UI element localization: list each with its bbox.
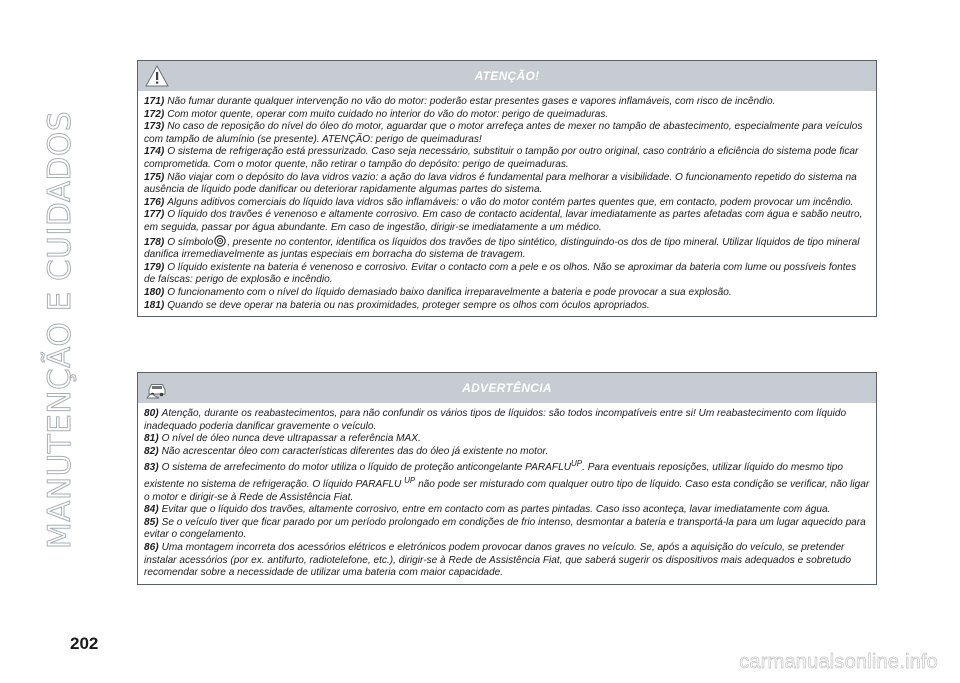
note-175: 175) Não viajar com o depósito do lava vidros vazio: a ação do lava vidros é fundamental para melhorar a visibilidade. O funcionamento repetido do sistema na ausência de líquido pode danificar ou deteriorar rapidamente algumas partes do sistema. [144, 171, 857, 196]
warning-notes [138, 403, 876, 584]
attention-panel-header [138, 61, 876, 91]
warning-triangle-icon [145, 64, 169, 88]
note-171: 171) Não fumar durante qualquer intervenção no vão do motor: poderão estar presentes gases e vapores inflamáveis, com risco de incêndio. [144, 96, 776, 107]
note-82: 82) Não acrescentar óleo com características diferentes das do óleo já existente no motor. [144, 445, 549, 457]
attention-title: ATENÇÃO! [474, 69, 540, 83]
note-180: 180) O funcionamento com o nível do líquido demasiado baixo danifica irreparavelmente a bateria e pode provocar a sua explosão. [144, 286, 732, 298]
note-179: 179) O líquido existente na bateria é venenoso e corrosivo. Evitar o contacto com a pele e os olhos. Não se aproximar da bateria com lume ou possíveis fontes de faíscas: perigo de explosão e incêndio. [144, 261, 857, 286]
car-hand-icon [145, 376, 169, 400]
note-181: 181) Quando se deve operar na bateria ou nas proximidades, proteger sempre os olhos com óculos apropriados. [144, 299, 650, 311]
warning-panel [137, 372, 877, 585]
note-84: 84) Evitar que o líquido dos travões, altamente corrosivo, entre em contacto com as partes pintadas. Caso isso aconteça, lavar imediatamente com água. [144, 504, 831, 516]
note-174: 174) O sistema de refrigeração está pressurizado. Caso seja necessário, substituir o tampão por outro original, caso contrário a eficiência do sistema pode ficar comprometida. Com o motor quente, não retirar o tampão do depósito: perigo de queimaduras. [144, 146, 859, 170]
note-178: 178) O símbolo , presente no contentor, identifica os líquidos dos travões de tipo sintético, distinguindo-os dos de tipo mineral. Utilizar líquidos de tipo mineral danifica irremediavelmente as juntas especiais em borracha do sistema de travagem. [144, 236, 860, 261]
note-85: 85) Se o veículo tiver que ficar parado por um período prolongado em condições de frio intenso, desmontar a bateria e transportá-la para um lugar aquecido para evitar o congelamento. [144, 516, 866, 541]
note-173: 173) No caso de reposição do nível do óleo do motor, aguardar que o motor arrefeça antes de mexer no tampão de abastecimento, especialmente para veículos com tampão de alumínio (se presente). ATENÇÃO: perigo de queimaduras! [144, 121, 863, 145]
attention-panel [137, 60, 877, 317]
section-side-title: MANUTENÇÃO E CUIDADOS [42, 110, 78, 550]
note-86: 86) Uma montagem incorreta dos acessórios elétricos e eletrónicos podem provocar danos graves no veículo. Se, após a aquisição do veículo, se pretender instalar acessórios (por ex. antifurto, radiotelefone, etc.), dirigir-se à Rede de Assistência Fiat, que saberá sugerir os dispositivos mais adequados e sobretudo recomendar sobre a necessidade de utilizar uma bateria com maior capacidade. [144, 541, 851, 579]
brake-fluid-symbol-icon [214, 235, 226, 247]
note-80: 80) Atenção, durante os reabastecimentos, para não confundir os vários tipos de líquidos: são todos incompatíveis entre si! Um reabastecimento com líquido inadequado poderia danificar gravemente o veículo. [144, 408, 847, 432]
watermark: carmanualsonline.info [739, 651, 938, 673]
note-81: 81) O nível de óleo nunca deve ultrapassar a referência MAX. [144, 433, 421, 445]
note-83: 83) O sistema de arrefecimento do motor utiliza o líquido de proteção anticongelante $PARAFLU^{UP}$. Para eventuais reposições, utilizar líquido do mesmo tipo existente no sistema de refrigeração. O líquido PARAFLU $^{UP}$ não pode ser misturado com qualquer outro tipo de líquido. Caso esta condição se verificar, não ligar o motor e dirigir-se à Rede de Assistência Fiat. [144, 459, 870, 503]
note-176: 176) Alguns aditivos comerciais do líquido lava vidros são inflamáveis: o vão do motor contém partes quentes que, em contacto, podem provocar um incêndio. [144, 196, 854, 208]
page-number: 202 [70, 634, 99, 653]
warning-title: ADVERTÊNCIA [462, 381, 552, 395]
attention-notes [138, 91, 876, 316]
warning-panel-header [138, 373, 876, 403]
note-177: 177) O líquido dos travões é venenoso e altamente corrosivo. Em caso de contacto acidental, lavar imediatamente as partes afetadas com água e sabão neutro, em seguida, passar por água abundante. Em caso de ingestão, dirigir-se imediatamente a um médico. [144, 209, 863, 233]
note-172: 172) Com motor quente, operar com muito cuidado no interior do vão do motor: perigo de queimaduras. [144, 108, 609, 120]
